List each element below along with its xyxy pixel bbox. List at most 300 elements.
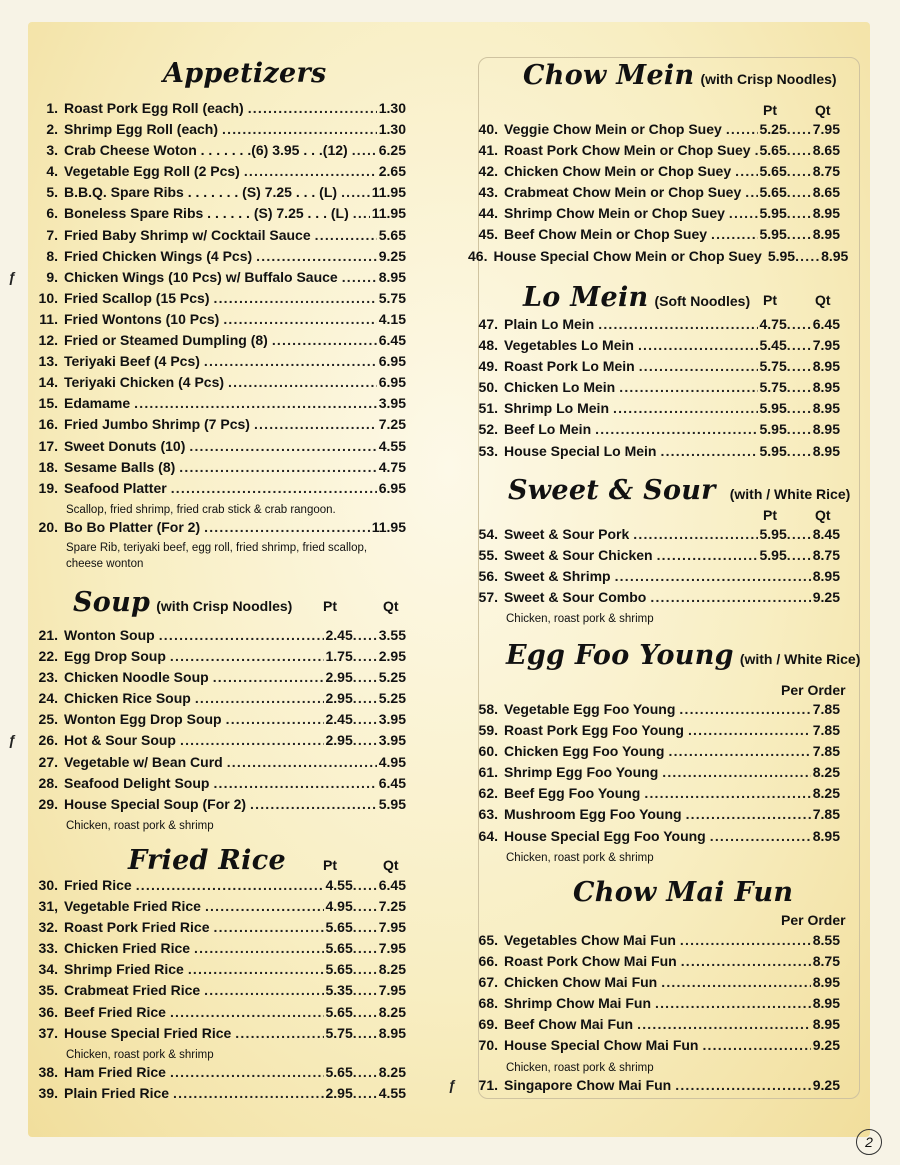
lo-mein-list — [468, 316, 840, 464]
item-number: 26. — [38, 732, 58, 749]
item-number: 12. — [38, 332, 58, 349]
item-number: 8. — [46, 247, 58, 264]
item-price-pint: 2.45 — [325, 627, 353, 643]
menu-item — [28, 416, 406, 437]
item-price-quart: 8.95 — [812, 226, 840, 243]
item-number: 10. — [38, 289, 58, 306]
item-price-pint: 5.45 — [759, 337, 787, 354]
sweet-sour-list — [468, 526, 840, 628]
item-name: Fried Chicken Wings (4 Pcs) — [64, 247, 253, 264]
item-description: Scallop, fried shrimp, fried crab stick & crab rangoon. — [66, 503, 336, 516]
dot-leader — [214, 290, 377, 306]
item-price: 8.75 — [812, 953, 840, 970]
menu-item — [28, 648, 406, 669]
dot-leader — [655, 995, 811, 1011]
item-number: 58. — [478, 701, 498, 717]
menu-item — [28, 1004, 406, 1025]
dot-leader — [244, 163, 377, 179]
item-number: 66. — [478, 953, 498, 970]
item-name: Chicken Wings (10 Pcs) w/ Buffalo Sauce — [64, 268, 338, 285]
item-name: Roast Pork Chow Mai Fun — [504, 953, 677, 970]
item-name: Beef Chow Mein or Chop Suey — [504, 226, 708, 243]
item-price: 8.55 — [812, 932, 840, 948]
dot-leader — [353, 648, 377, 664]
item-number: 18. — [38, 458, 58, 475]
dot-leader — [353, 732, 377, 748]
item-price: 8.95 — [812, 995, 840, 1012]
item-price-quart: 8.65 — [812, 184, 840, 201]
item-price-pint: 5.95 — [759, 547, 787, 564]
menu-item — [468, 526, 840, 547]
item-number: 3. — [46, 142, 58, 159]
item-number: 70. — [478, 1037, 498, 1054]
menu-item — [28, 290, 406, 311]
item-price-pint: 5.95 — [759, 205, 787, 222]
egg-foo-young-heading: Egg Foo Young (with / White Rice) — [506, 640, 861, 671]
menu-item — [28, 121, 406, 142]
item-number: 15. — [38, 395, 58, 412]
item-name: Vegetable w/ Bean Curd — [64, 753, 223, 770]
menu-item — [8, 268, 406, 290]
menu-item — [28, 459, 406, 480]
item-description: Chicken, roast pork & shrimp — [66, 1048, 214, 1061]
dot-leader — [256, 248, 377, 264]
menu-item — [28, 353, 406, 374]
dot-leader — [745, 184, 757, 200]
dot-leader — [735, 163, 757, 179]
menu-item — [28, 395, 406, 416]
chow-mai-fun-per-order-header: Per Order — [781, 912, 846, 928]
item-number: 56. — [478, 568, 498, 585]
egg-foo-young-per-order-header: Per Order — [781, 682, 846, 698]
item-price-pint: 5.25 — [759, 121, 787, 137]
menu-item — [28, 1085, 406, 1106]
dot-leader — [353, 961, 377, 977]
item-price-quart: 4.55 — [378, 1084, 406, 1101]
item-number: 64. — [478, 827, 498, 844]
item-number: 2. — [46, 121, 58, 138]
item-number: 59. — [478, 722, 498, 739]
item-number: 41. — [478, 142, 498, 159]
menu-item — [28, 982, 406, 1003]
item-price-pint: 2.45 — [325, 711, 353, 728]
menu-item — [28, 311, 406, 332]
dot-leader — [787, 121, 811, 137]
item-price-quart: 8.75 — [812, 547, 840, 564]
item-price-pint: 2.95 — [325, 1084, 353, 1101]
spicy-pepper-icon: ƒ — [448, 1076, 456, 1093]
dot-leader — [638, 337, 758, 353]
item-name: Vegetables Chow Mai Fun — [504, 932, 676, 948]
lo-mein-pt-header: Pt — [763, 292, 777, 308]
item-name: House Special Chow Mai Fun — [504, 1037, 699, 1054]
dot-leader — [272, 332, 377, 348]
item-number: 39. — [38, 1084, 58, 1101]
item-price-quart: 8.65 — [812, 142, 840, 159]
item-number: 11. — [39, 310, 58, 327]
menu-item — [28, 100, 406, 121]
item-price: 9.25 — [812, 1076, 840, 1093]
menu-item — [468, 701, 840, 722]
dot-leader — [726, 121, 758, 137]
item-name: B.B.Q. Spare Ribs . . . . . . . (S) 7.25 . . . (L) — [64, 184, 338, 201]
item-number: 16. — [38, 416, 58, 433]
item-name: Shrimp Chow Mein or Chop Suey — [504, 205, 725, 222]
item-price: 6.45 — [378, 774, 406, 791]
item-number: 48. — [478, 337, 498, 354]
dot-leader — [179, 459, 376, 475]
item-price: 8.95 — [378, 268, 406, 285]
item-number: 31, — [38, 898, 58, 915]
dot-leader — [195, 690, 324, 706]
item-price: 9.25 — [378, 247, 406, 264]
menu-item — [468, 1016, 840, 1037]
item-name: House Special Chow Mein or Chop Suey — [493, 247, 762, 264]
item-number: 43. — [478, 184, 498, 201]
item-price-pint: 5.95 — [759, 226, 787, 243]
item-price-quart: 7.25 — [378, 898, 406, 915]
item-price: 11.95 — [371, 205, 406, 222]
dot-leader — [228, 374, 377, 390]
dot-leader — [787, 226, 811, 242]
dot-leader — [787, 443, 811, 459]
item-price-pint: 5.75 — [325, 1024, 353, 1041]
item-price-quart: 8.95 — [812, 421, 840, 438]
lo-mein-heading: Lo Mein (Soft Noodles) — [523, 282, 751, 313]
item-name: Sesame Balls (8) — [64, 458, 176, 475]
chow-mai-fun-heading: Chow Mai Fun — [573, 877, 794, 908]
fried-rice-pt-header: Pt — [323, 857, 337, 873]
item-price-quart: 3.95 — [378, 711, 406, 728]
item-price: 2.65 — [378, 163, 406, 180]
item-price-pint: 2.95 — [325, 669, 353, 686]
item-price-pint: 5.35 — [325, 982, 353, 999]
menu-item — [468, 421, 840, 442]
chow-mein-list — [468, 121, 849, 269]
item-price-pint: 4.75 — [759, 316, 787, 332]
dot-leader — [254, 416, 377, 432]
item-number: 1. — [46, 100, 58, 116]
item-name: Sweet & Shrimp — [504, 568, 611, 585]
item-number: 49. — [478, 358, 498, 375]
item-price-pint: 5.65 — [325, 1063, 353, 1080]
dot-leader — [353, 1064, 377, 1080]
item-price-pint: 5.65 — [325, 1003, 353, 1020]
menu-item — [468, 226, 840, 247]
item-name: House Special Fried Rice — [64, 1024, 232, 1041]
item-price-quart: 6.45 — [378, 877, 406, 893]
menu-item — [28, 919, 406, 940]
menu-item — [468, 443, 840, 464]
item-price-quart: 7.95 — [378, 982, 406, 999]
item-number: 47. — [478, 316, 498, 332]
item-number: 60. — [478, 743, 498, 760]
item-name: Veggie Chow Mein or Chop Suey — [504, 121, 722, 137]
dot-leader — [787, 163, 811, 179]
menu-item — [28, 796, 406, 817]
item-price-quart: 3.55 — [378, 627, 406, 643]
item-price-pint: 5.75 — [759, 379, 787, 396]
item-number: 13. — [38, 353, 58, 370]
item-name: Beef Chow Mai Fun — [504, 1016, 634, 1033]
item-name: Chicken Lo Mein — [504, 379, 616, 396]
dot-leader — [235, 1025, 323, 1041]
spicy-pepper-icon: ƒ — [8, 268, 16, 285]
dot-leader — [710, 828, 811, 844]
menu-item — [468, 806, 840, 827]
dot-leader — [787, 205, 811, 221]
dot-leader — [681, 953, 811, 969]
dot-leader — [353, 919, 377, 935]
menu-item — [28, 898, 406, 919]
item-number: 27. — [38, 753, 58, 770]
item-price-quart: 7.95 — [378, 940, 406, 957]
item-number: 5. — [46, 184, 58, 201]
item-name: Fried Rice — [64, 877, 132, 893]
item-number: 4. — [46, 163, 58, 180]
item-name: Shrimp Fried Rice — [64, 961, 184, 978]
item-name: Bo Bo Platter (For 2) — [64, 518, 201, 535]
dot-leader — [353, 669, 377, 685]
appetizers-list — [8, 100, 406, 572]
menu-item — [28, 374, 406, 395]
item-name: Seafood Platter — [64, 479, 167, 496]
menu-item — [28, 184, 406, 205]
dot-leader — [633, 526, 757, 542]
menu-item — [28, 205, 406, 226]
item-name: Sweet Donuts (10) — [64, 437, 186, 454]
item-price-pint: 5.95 — [767, 247, 796, 264]
item-name: Crabmeat Chow Mein or Chop Suey — [504, 184, 742, 201]
menu-item — [468, 547, 840, 568]
menu-item — [468, 379, 840, 400]
dot-leader — [729, 205, 758, 221]
item-number: 55. — [478, 547, 498, 564]
item-price-pint: 5.95 — [759, 400, 787, 417]
menu-item — [28, 627, 406, 648]
item-price: 8.25 — [812, 785, 840, 802]
item-description: Chicken, roast pork & shrimp — [506, 1061, 654, 1074]
menu-item — [468, 568, 840, 589]
dot-leader — [248, 100, 377, 116]
dot-leader — [787, 337, 811, 353]
item-name: Sweet & Sour Combo — [504, 589, 647, 606]
item-price: 7.85 — [812, 701, 840, 717]
item-price-quart: 3.95 — [378, 732, 406, 749]
item-number: 40. — [478, 121, 498, 137]
item-number: 33. — [38, 940, 58, 957]
menu-item — [28, 1064, 406, 1085]
dot-leader — [787, 421, 811, 437]
item-price: 8.95 — [812, 568, 840, 585]
dot-leader — [680, 932, 811, 948]
item-name: Boneless Spare Ribs . . . . . . (S) 7.25 . . . (L) — [64, 205, 349, 222]
dot-leader — [227, 754, 377, 770]
item-price: 4.55 — [378, 437, 406, 454]
item-name: Singapore Chow Mai Fun — [504, 1076, 672, 1093]
dot-leader — [226, 711, 324, 727]
dot-leader — [662, 764, 811, 780]
menu-item — [28, 519, 406, 540]
menu-item — [468, 142, 840, 163]
item-name: Fried Scallop (15 Pcs) — [64, 289, 210, 306]
item-name: Wonton Egg Drop Soup — [64, 711, 222, 728]
item-price-pint: 5.65 — [325, 919, 353, 936]
dot-leader — [595, 421, 757, 437]
dot-leader — [188, 961, 324, 977]
item-name: Teriyaki Beef (4 Pcs) — [64, 353, 200, 370]
item-name: Roast Pork Egg Roll (each) — [64, 100, 244, 116]
menu-item — [8, 732, 406, 753]
dot-leader — [668, 743, 810, 759]
dot-leader — [170, 648, 324, 664]
menu-item — [468, 121, 840, 142]
item-number: 67. — [478, 974, 498, 991]
item-name: Mushroom Egg Foo Young — [504, 806, 682, 823]
item-number: 68. — [478, 995, 498, 1012]
item-price: 4.95 — [378, 753, 406, 770]
menu-item — [28, 163, 406, 184]
item-number: 23. — [38, 669, 58, 686]
item-number: 30. — [38, 877, 58, 893]
sweet-sour-pt-header: Pt — [763, 507, 777, 523]
item-number: 42. — [478, 163, 498, 180]
item-name: House Special Egg Foo Young — [504, 827, 706, 844]
dot-leader — [787, 526, 811, 542]
lo-mein-qt-header: Qt — [815, 292, 831, 308]
item-number: 50. — [478, 379, 498, 396]
item-number: 37. — [38, 1024, 58, 1041]
item-name: Beef Egg Foo Young — [504, 785, 641, 802]
dot-leader — [204, 982, 323, 998]
dot-leader — [795, 248, 819, 264]
item-name: Beef Lo Mein — [504, 421, 592, 438]
item-number: 34. — [38, 961, 58, 978]
item-price-quart: 8.25 — [378, 1003, 406, 1020]
item-number: 24. — [38, 690, 58, 707]
item-name: Shrimp Egg Roll (each) — [64, 121, 219, 138]
dot-leader — [660, 443, 757, 459]
menu-item — [468, 785, 840, 806]
item-name: Fried Baby Shrimp w/ Cocktail Sauce — [64, 226, 311, 243]
item-price: 6.95 — [378, 374, 406, 391]
dot-leader — [204, 519, 370, 535]
item-price: 6.25 — [378, 142, 406, 159]
dot-leader — [613, 400, 758, 416]
item-number: 7. — [46, 226, 58, 243]
item-price-quart: 5.25 — [378, 669, 406, 686]
item-price-quart: 8.95 — [821, 247, 849, 264]
item-name: Teriyaki Chicken (4 Pcs) — [64, 374, 225, 391]
item-name: Shrimp Lo Mein — [504, 400, 609, 417]
dot-leader — [205, 898, 324, 914]
dot-leader — [213, 669, 324, 685]
item-name: Vegetables Lo Mein — [504, 337, 634, 354]
item-number: 19. — [38, 479, 58, 496]
item-number: 65. — [478, 932, 498, 948]
item-number: 61. — [478, 764, 498, 781]
item-price: 4.15 — [378, 310, 406, 327]
item-name: Vegetable Egg Foo Young — [504, 701, 676, 717]
item-price-quart: 8.95 — [812, 379, 840, 396]
item-description: Chicken, roast pork & shrimp — [506, 613, 654, 626]
page-number: 2 — [856, 1129, 882, 1155]
fried-rice-qt-header: Qt — [383, 857, 399, 873]
menu-item — [28, 248, 406, 269]
sweet-sour-qt-header: Qt — [815, 507, 831, 523]
dot-leader — [353, 982, 377, 998]
item-name: Plain Lo Mein — [504, 316, 595, 332]
chow-mai-fun-list — [448, 932, 840, 1098]
dot-leader — [214, 919, 324, 935]
item-price: 6.45 — [378, 332, 406, 349]
dot-leader — [342, 269, 377, 285]
dot-leader — [686, 806, 811, 822]
item-price: 11.95 — [371, 184, 406, 201]
sweet-sour-heading: Sweet & Sour (with / White Rice) — [508, 475, 851, 506]
item-number: 45. — [478, 226, 498, 243]
dot-leader — [353, 1085, 377, 1101]
dot-leader — [353, 711, 377, 727]
menu-item — [468, 974, 840, 995]
item-price-quart: 8.25 — [378, 961, 406, 978]
item-number: 32. — [38, 919, 58, 936]
item-price: 4.75 — [378, 458, 406, 475]
dot-leader — [679, 701, 810, 717]
dot-leader — [250, 796, 377, 812]
item-number: 9. — [46, 268, 58, 285]
dot-leader — [711, 226, 757, 242]
item-name: Wonton Soup — [64, 627, 155, 643]
dot-leader — [136, 877, 324, 893]
egg-foo-young-list — [468, 701, 840, 867]
item-name: Fried or Steamed Dumpling (8) — [64, 332, 268, 349]
item-number: 54. — [478, 526, 498, 542]
item-number: 22. — [38, 648, 58, 665]
item-price-quart: 8.95 — [812, 358, 840, 375]
menu-item — [468, 184, 840, 205]
menu-item — [468, 205, 840, 226]
item-name: Roast Pork Egg Foo Young — [504, 722, 684, 739]
item-price: 7.25 — [378, 416, 406, 433]
menu-item — [28, 1025, 406, 1046]
dot-leader — [787, 358, 811, 374]
dot-leader — [353, 690, 377, 706]
dot-leader — [787, 184, 811, 200]
dot-leader — [204, 353, 377, 369]
item-name: Roast Pork Chow Mein or Chop Suey — [504, 142, 751, 159]
item-price-pint: 2.95 — [325, 732, 353, 749]
fried-rice-list — [28, 877, 406, 1106]
item-name: House Special Soup (For 2) — [64, 795, 247, 812]
item-price: 5.65 — [378, 226, 406, 243]
dot-leader — [189, 438, 376, 454]
menu-item — [468, 828, 840, 849]
soup-qt-header: Qt — [383, 598, 399, 614]
menu-item — [468, 358, 840, 379]
item-price-quart: 7.95 — [812, 337, 840, 354]
dot-leader — [170, 1004, 324, 1020]
dot-leader — [675, 1077, 811, 1093]
dot-leader — [353, 1025, 377, 1041]
spicy-pepper-icon: ƒ — [8, 732, 16, 749]
item-name: Chicken Rice Soup — [64, 690, 191, 707]
item-number: 71. — [478, 1076, 498, 1093]
item-name: Crab Cheese Woton . . . . . . .(6) 3.95 . . .(12) — [64, 142, 348, 159]
item-name: Chicken Chow Mein or Chop Suey — [504, 163, 732, 180]
item-price-quart: 8.45 — [812, 526, 840, 542]
chow-mein-heading: Chow Mein (with Crisp Noodles) — [523, 60, 837, 91]
